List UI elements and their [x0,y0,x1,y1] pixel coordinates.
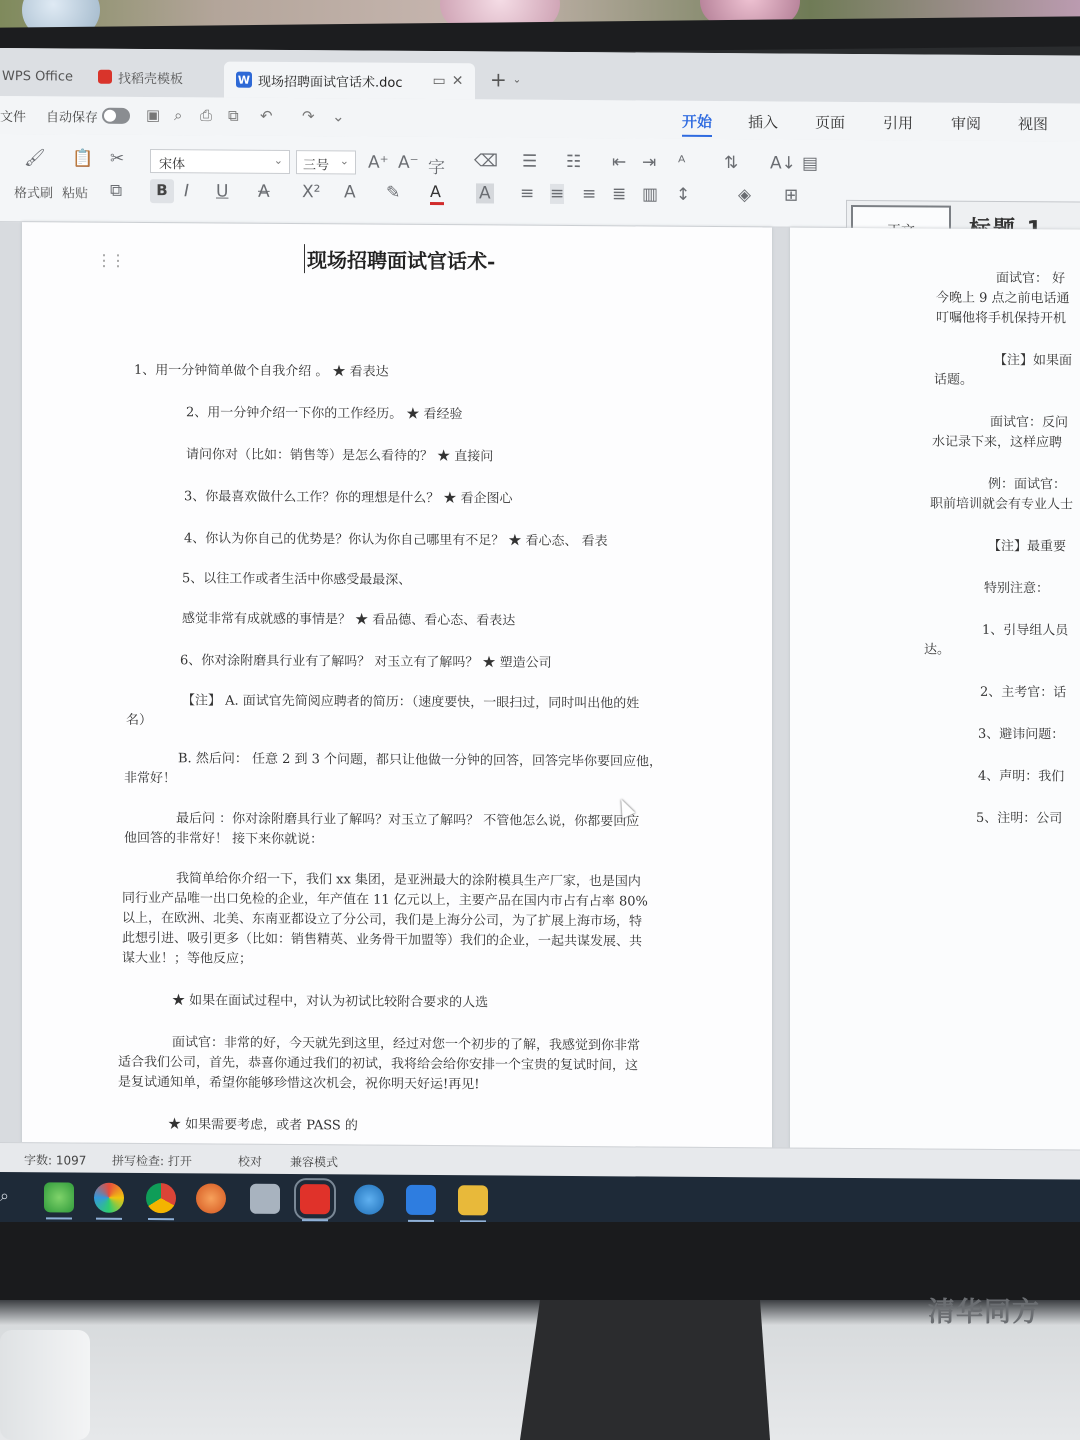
doc-paragraph[interactable]: 以上，在欧洲、北美、东南亚都设立了分公司，我们是上海分公司，为了扩展上海市场，特 [122,910,643,930]
document-page[interactable] [22,222,772,1187]
compat-mode: 兼容模式 [290,1155,339,1170]
doc-paragraph[interactable]: 话题。 [934,372,974,388]
copy-icon[interactable]: ⧉ [110,180,123,201]
show-marks-icon[interactable]: ▤ [802,153,819,174]
doc-paragraph[interactable]: 面试官：反问 [990,414,1069,431]
close-icon[interactable]: ✕ [451,73,464,90]
tab-template[interactable] [98,63,183,92]
doc-paragraph[interactable]: 例：面试官： [988,476,1067,493]
doc-paragraph[interactable]: 最后问 ：你对涂附磨具行业了解吗？对玉立了解吗？ 不管他怎么说，你都要回应 [176,811,640,830]
text-effect-icon[interactable]: A [344,182,356,203]
align-left-icon[interactable]: ≡ [520,183,535,204]
document-title[interactable]: 现场招聘面试官话术- [304,244,495,274]
doc-paragraph[interactable]: 感觉非常有成就感的事情是？ ★ 看品德、看心态、看表达 [182,611,516,629]
doc-paragraph[interactable]: 2、主考官：话 [980,684,1067,701]
doc-paragraph[interactable]: 是复试通知单，希望你能够珍惜这次机会，祝你明天好运!再见! [118,1074,480,1093]
doc-paragraph[interactable]: 达。 [924,642,951,658]
doc-paragraph[interactable]: 5、注明：公司 [976,810,1063,827]
italic-button[interactable]: I [184,181,190,202]
proofread-button[interactable]: 校对 [238,1154,263,1169]
doc-paragraph[interactable]: B. 然后问： 任意 2 到 3 个问题，都只让他做一分钟的回答，回答完毕你要回应他， [178,751,663,770]
numbered-list-icon[interactable]: ☷ [566,151,582,173]
highlight-icon[interactable]: ✎ [386,182,401,203]
doc-paragraph[interactable]: 我简单给你介绍一下，我们 xx 集团，是亚洲最大的涂附模具生产厂家，也是国内 [176,871,641,890]
doc-paragraph[interactable]: 5、以往工作或者生活中你感受最最深、 [182,571,412,588]
doc-paragraph[interactable]: 面试官：非常的好，今天就先到这里，经过对您一个初步的了解，我感觉到你非常 [172,1035,641,1054]
distribute-icon[interactable]: ▥ [642,184,659,205]
doc-paragraph[interactable]: 同行业产品唯一出口免检的企业，年产值在 11 亿元以上，主要产品在国内市占有占率 80% [122,890,648,910]
doc-paragraph[interactable]: 3、避讳问题： [978,726,1065,743]
redo-icon[interactable]: ↷ [302,107,315,126]
doc-paragraph[interactable]: 职前培训就会有专业人士 [930,496,1074,513]
docer-icon [98,70,112,84]
print-preview-icon[interactable]: ⧉ [228,106,239,125]
tab-references[interactable]: 引用 [883,114,914,133]
doc-paragraph[interactable]: 【注】 A. 面试官先简阅应聘者的简历：（速度要快，一眼扫过，同时叫出他的姓 [182,693,640,712]
char-shading-icon[interactable]: A [476,183,494,203]
increase-indent-icon[interactable]: ⇥ [642,152,657,173]
monitor-stand [520,1300,770,1440]
monitor-brand-logo: 清华同方 [928,1297,1040,1328]
chevron-down-icon: ⌄ [512,74,522,86]
doc-paragraph[interactable]: 叮嘱他将手机保持开机 [936,310,1067,327]
doc-paragraph[interactable]: 他回答的非常好！ 接下来你就说： [124,830,324,848]
doc-paragraph[interactable]: 4、你认为你自己的优势是？你认为你自己哪里有不足？ ★ 看心态、 看表 [184,531,608,550]
tab-view[interactable]: 视图 [1018,115,1049,134]
spellcheck-status[interactable]: 拼写检查: 打开 [112,1153,192,1169]
tab-review[interactable]: 审阅 [951,114,982,133]
doc-paragraph[interactable]: 名） [126,712,153,729]
tab-label: 找稻壳模板 [118,71,184,87]
save-icon[interactable]: ▣ [146,106,161,125]
doc-paragraph[interactable]: 【注】如果面 [994,352,1073,369]
text-direction-icon[interactable]: ᴬ [678,152,686,173]
print-icon[interactable]: ⎙ [200,106,213,125]
autosave-label: 自动保存 [46,110,99,126]
undo-icon[interactable]: ↶ [260,106,273,125]
app-store-icon[interactable] [406,1185,436,1215]
tab-page[interactable]: 页面 [815,113,846,132]
music-app-icon[interactable] [196,1183,226,1213]
search-app-icon[interactable] [354,1184,384,1214]
phonetic-icon[interactable]: 字 [428,157,445,179]
font-name-select[interactable]: 宋体 ⌄ [150,149,290,174]
cup [0,1330,90,1440]
doc-paragraph[interactable]: 水记录下来，这样应聘 [932,434,1063,451]
chevron-down-icon: ⌄ [339,154,349,168]
calculator-icon[interactable] [250,1184,280,1214]
search-icon[interactable]: ⌕ [0,1186,9,1206]
folder-icon[interactable] [458,1185,488,1215]
word-doc-icon: W [237,73,251,87]
export-icon[interactable]: ⌕ [174,106,183,125]
bold-button[interactable]: B [150,179,174,203]
doc-paragraph[interactable]: 适合我们公司，首先，恭喜你通过我们的初试，我将给会给你安排一个宝贵的复试时间，这 [118,1054,639,1074]
chrome-icon[interactable] [146,1183,176,1213]
font-shrink-icon[interactable]: A⁻ [398,152,419,173]
ie-browser-icon[interactable] [44,1182,74,1212]
drag-handle-icon[interactable]: ⋮⋮ [96,250,124,270]
superscript-icon[interactable]: X² [302,182,321,203]
strikethrough-icon[interactable]: A [258,181,270,202]
align-right-icon[interactable]: ≡ [582,184,597,205]
line-spacing-icon[interactable]: ↕ [676,184,691,205]
doc-paragraph[interactable]: 3、你最喜欢做什么工作？你的理想是什么？ ★ 看企图心 [184,489,513,507]
font-size-select[interactable]: 三号 ⌄ [296,150,356,174]
doc-paragraph[interactable]: ★ 如果在面试过程中，对认为初试比较附合要求的人选 [172,993,489,1011]
justify-icon[interactable]: ≣ [612,184,627,205]
autosave-toggle[interactable] [102,108,130,124]
monitor-bezel-bottom [0,1222,1080,1302]
sort-icon[interactable]: ⇅ [724,153,739,174]
doc-paragraph[interactable]: 2、用一分钟介绍一下你的工作经历。 ★ 看经验 [186,405,463,423]
running-indicator [46,1217,72,1219]
doc-paragraph[interactable]: 6、你对涂附磨具行业有了解吗？ 对玉立有了解吗？ ★ 塑造公司 [180,653,552,671]
doc-paragraph[interactable]: 谋大业！；等他反应； [122,950,253,967]
document-page-2[interactable] [790,228,1080,1190]
doc-paragraph[interactable]: 今晚上 9 点之前电话通 [936,290,1070,307]
doc-paragraph[interactable]: 1、用一分钟简单做个自我介绍 。 ★ 看表达 [134,362,389,380]
eraser-icon[interactable]: ⌫ [474,151,499,172]
tab-home[interactable]: 开始 [682,111,712,137]
format-painter-button[interactable]: 格式刷 [14,186,54,202]
sort-az-icon[interactable]: A↓ [770,153,796,174]
tab-wps-office[interactable] [2,62,73,90]
font-grow-icon[interactable]: A⁺ [368,152,389,173]
chevron-down-icon: ⌄ [273,153,283,167]
running-indicator [148,1218,174,1220]
tab-label: 现场招聘面试官话术.doc [258,74,403,91]
doc-paragraph[interactable]: 特别注意： [984,580,1050,597]
word-count[interactable]: 字数: 1097 [24,1153,87,1168]
doc-paragraph[interactable]: 非常好！ [124,770,177,787]
clipboard-icon[interactable]: 📋 [72,148,94,169]
bullet-list-icon[interactable]: ☰ [522,151,538,172]
ribbon-toolbar [0,134,1080,230]
file-menu[interactable]: 文件 [0,110,27,126]
tab-label: WPS Office [2,68,74,85]
format-painter-icon[interactable]: 🖌 [24,148,46,169]
chevron-down-icon[interactable]: ⌄ [332,107,345,126]
doc-paragraph[interactable]: 【注】最重要 [988,538,1067,555]
doc-paragraph[interactable]: 此想引进、吸引更多（比如：销售精英、业务骨干加盟等）我们的企业，一起共谋发展、共 [122,930,643,950]
wps-writer-icon[interactable] [300,1184,330,1214]
doc-paragraph[interactable]: 1、引导组人员 [982,622,1069,639]
document-area [0,222,1080,1150]
font-color-icon[interactable]: A [430,182,441,202]
paste-button[interactable]: 粘贴 [62,186,89,202]
browser-icon[interactable] [94,1183,124,1213]
paragraph-shading-icon[interactable]: ◈ [738,185,752,206]
new-tab-button[interactable]: + ⌄ [490,67,522,92]
underline-button[interactable]: U [216,181,229,202]
decrease-indent-icon[interactable]: ⇤ [612,152,627,173]
tab-document[interactable] [224,62,475,100]
running-indicator [96,1218,122,1220]
borders-icon[interactable]: ⊞ [784,185,799,206]
tab-insert[interactable]: 插入 [748,113,779,132]
doc-paragraph[interactable]: 面试官： 好 [996,270,1066,287]
doc-paragraph[interactable]: ★ 如果需要考虑，或者 PASS 的 [168,1117,358,1134]
doc-paragraph[interactable]: 请问你对（比如：销售等）是怎么看待的？ ★ 直接问 [186,447,494,465]
running-indicator [302,1219,328,1221]
cut-icon[interactable]: ✂ [110,148,125,169]
monitor-screen [0,48,1080,1232]
title-tab-bar [0,48,1080,104]
align-center-icon[interactable]: ≡ [550,183,565,204]
doc-paragraph[interactable]: 4、声明：我们 [978,768,1065,785]
window-icon[interactable]: ▭ [432,73,446,90]
